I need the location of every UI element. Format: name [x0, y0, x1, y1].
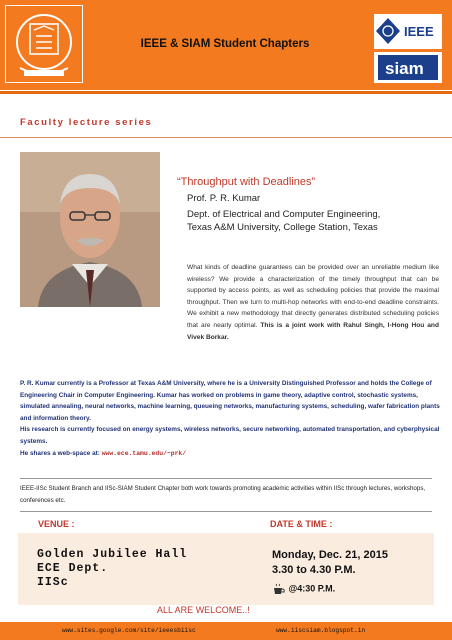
header-divider — [0, 91, 452, 94]
svg-text:IEEE: IEEE — [404, 24, 434, 39]
affiliation-line-2: Texas A&M University, College Station, Texas — [187, 222, 378, 233]
venue-line-3: IISc — [37, 576, 69, 589]
siam-logo — [374, 52, 442, 83]
abstract-text: What kinds of deadline guarantees can be provided over an unreliable medium like wireless? We provide a characterization of the timely throughput that can be supported by access points, as well as scheduling policies that provide the maximal throughput. Then we turn to multi-hop networks with end-to-end deadline constraints. We exhibit a new methodology that directly generates distributed scheduling policies that are nearly optimal. — [187, 264, 439, 329]
abstract-joint-work: This is a joint work with Rahul Singh, I-Hong Hou and Vivek Borkar. — [187, 321, 439, 341]
header-title: IEEE & SIAM Student Chapters — [140, 38, 310, 50]
bio-web — [20, 448, 440, 460]
speaker-affiliation — [187, 208, 407, 234]
coffee-time-text: @4:30 P.M. — [288, 583, 336, 594]
iisc-emblem-logo — [5, 5, 83, 83]
footer-siam-link[interactable]: www.iiscsiam.blogspot.in — [276, 627, 366, 634]
talk-abstract — [187, 262, 439, 343]
bio-web-prefix: He shares a web-space at: — [20, 449, 100, 457]
bio-paragraph-2: His research is currently focused on energy systems, wireless networks, secure networking, automated transportation, and cyberphysical systems. — [20, 426, 440, 445]
bio-web-link[interactable]: www.ece.tamu.edu/~prk/ — [101, 449, 187, 457]
svg-text:siam: siam — [385, 59, 424, 78]
event-time: 3.30 to 4.30 P.M. — [272, 564, 356, 576]
speaker-name: Prof. P. R. Kumar — [187, 193, 261, 204]
bio-divider — [20, 478, 432, 479]
venue-details — [37, 548, 187, 590]
datetime-label: DATE & TIME : — [270, 519, 333, 529]
ieee-logo — [374, 14, 442, 49]
coffee-time — [272, 583, 335, 595]
venue-line-2: ECE Dept. — [37, 562, 109, 575]
venue-line-1: Golden Jubilee Hall — [37, 548, 188, 561]
chapter-divider — [20, 511, 432, 512]
chapter-note: IEEE-IISc Student Branch and IISc-SIAM Student Chapter both work towards promoting academic activities within IISc through lectures, workshops, conferences etc. — [20, 485, 426, 504]
datetime-details — [272, 548, 388, 578]
series-title: Faculty lecture series — [20, 117, 153, 128]
event-date: Monday, Dec. 21, 2015 — [272, 549, 388, 561]
coffee-cup-icon — [272, 583, 286, 595]
speaker-photo — [20, 152, 160, 307]
venue-label: VENUE : — [38, 519, 75, 529]
footer-ieee-link[interactable]: www.sites.google.com/site/ieeesbiisc — [62, 627, 196, 634]
series-divider — [0, 137, 452, 138]
talk-title: “Throughput with Deadlines” — [177, 176, 316, 188]
welcome-text: ALL ARE WELCOME..! — [157, 605, 250, 615]
speaker-bio — [20, 378, 440, 459]
affiliation-line-1: Dept. of Electrical and Computer Engineering, — [187, 209, 381, 220]
bio-paragraph-1: P. R. Kumar currently is a Professor at Texas A&M University, where he is a University Distinguished Professor and holds the College of Engineering Chair in Computer Engineering. Kumar has worked on problems in game theory, adaptive control, stochastic systems, simulated annealing, neural networks, machine learning, queueing networks, manufacturing systems, scheduling, wafer fabrication plants and information theory. — [20, 380, 440, 422]
